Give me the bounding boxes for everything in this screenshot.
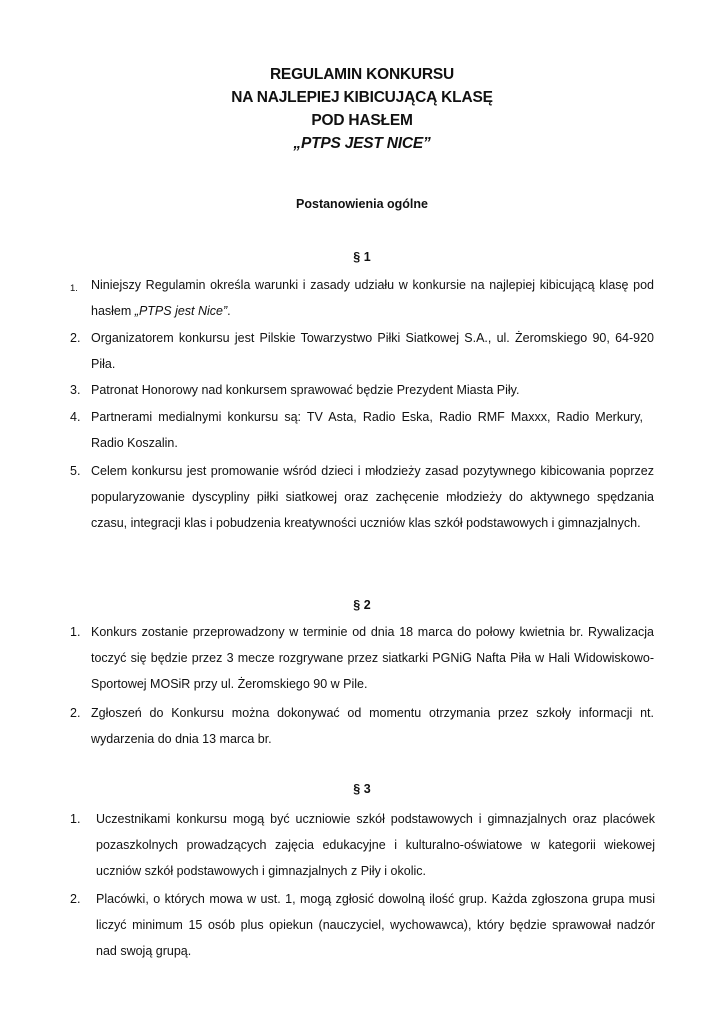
item-text: Niniejszy Regulamin określa warunki i zasady udziału w konkursie na najlepiej kibicującą klasę pod hasłem „PTPS jest Nice”. <box>91 278 654 318</box>
item-text: Konkurs zostanie przeprowadzony w terminie od dnia 18 marca do połowy kwietnia br. Rywalizacja toczyć się będzie przez 3 mecze rozgrywane przez siatkarki PGNiG Nafta Piła w Hali Widowiskowo-Sportowej MOSiR przy ul. Żeromskiego 90 w Pile. <box>91 625 654 691</box>
paragraph-mark-2: § 2 <box>353 598 371 612</box>
item-number: 2. <box>70 331 81 345</box>
paragraph-mark-1: § 1 <box>353 250 371 264</box>
title-line-3: POD HASŁEM <box>311 112 413 129</box>
item-number: 5. <box>70 464 81 478</box>
item-text: Celem konkursu jest promowanie wśród dzieci i młodzieży zasad pozytywnego kibicowania poprzez popularyzowanie dyscypliny piłki siatkowej oraz zachęcenie młodzieży do aktywnego spędzania czasu, integracji klas i pobudzenia kreatywności uczniów klas szkół podstawowych i gimnazjalnych. <box>91 464 654 530</box>
item-text: Uczestnikami konkursu mogą być uczniowie szkół podstawowych i gimnazjalnych oraz placówek pozaszkolnych prowadzących zajęcia edukacyjne i kulturalno-oświatowe w kategorii wiekowej uczniów szkół podstawowych i gimnazjalnych z Piły i okolic. <box>96 812 655 878</box>
item-text: Placówki, o których mowa w ust. 1, mogą zgłosić dowolną ilość grup. Każda zgłoszona grupa musi liczyć minimum 15 osób plus opiekun (nauczyciel, wychowawca), który będzie sprawował nadzór nad swoją grupą. <box>96 892 655 958</box>
item-number: 3. <box>70 383 81 397</box>
item-text: Partnerami medialnymi konkursu są: TV Asta, Radio Eska, Radio RMF Maxxx, Radio Merkury, Radio Koszalin. <box>91 410 643 450</box>
item-number: 2. <box>70 706 81 720</box>
paragraph-mark-3: § 3 <box>353 782 371 796</box>
item-number: 1. <box>70 812 81 826</box>
item-text: Zgłoszeń do Konkursu można dokonywać od momentu otrzymania przez szkoły informacji nt. wydarzenia do dnia 13 marca br. <box>91 706 654 746</box>
item-number: 1. <box>70 283 78 294</box>
title-line-2: NA NAJLEPIEJ KIBICUJĄCĄ KLASĘ <box>231 89 493 106</box>
section-heading: Postanowienia ogólne <box>296 197 428 211</box>
title-line-4: „PTPS JEST NICE” <box>293 135 431 152</box>
item-text: Organizatorem konkursu jest Pilskie Towarzystwo Piłki Siatkowej S.A., ul. Żeromskiego 90, 64-920 Piła. <box>91 331 654 371</box>
item-number: 2. <box>70 892 81 906</box>
item-text: Patronat Honorowy nad konkursem sprawować będzie Prezydent Miasta Piły. <box>91 383 520 397</box>
item-number: 1. <box>70 625 81 639</box>
title-line-1: REGULAMIN KONKURSU <box>269 66 455 83</box>
document-title <box>0 63 724 155</box>
item-number: 4. <box>70 410 81 424</box>
